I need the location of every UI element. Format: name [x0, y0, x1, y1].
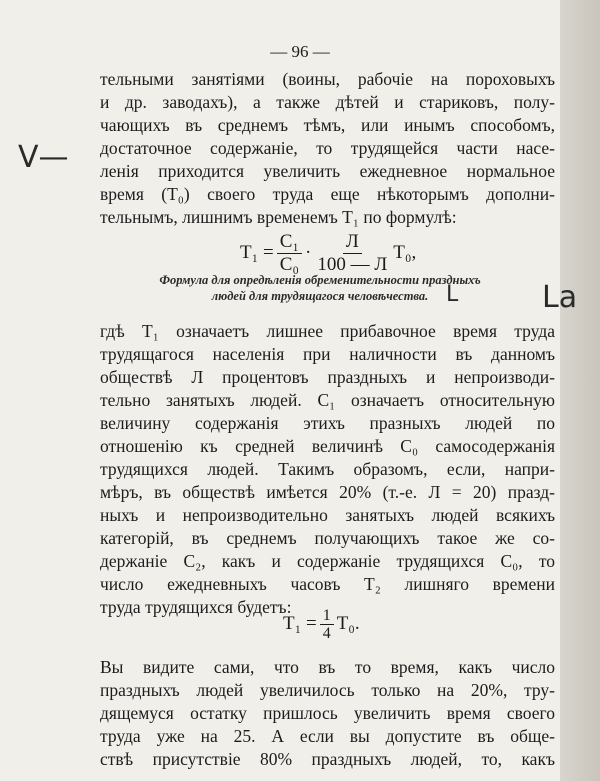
caption-line: Формула для опредѣленія обременительности праздныхъ — [159, 273, 481, 287]
text-line: праздныхъ людей увеличилось только на 20%, тру- — [100, 680, 555, 700]
formula-caption — [120, 272, 520, 304]
fraction-denominator: C₀ — [279, 253, 299, 275]
page-edge — [560, 0, 600, 781]
caption-line: людей для трудящагося человѣчества. — [211, 289, 429, 303]
text-line: тельнымъ, лишнимъ временемъ T₁ по формулѣ: — [100, 207, 457, 227]
text-line: ленія приходится увеличить ежедневное нормальное — [100, 161, 555, 181]
text-line: труда уже на 25. А если вы допустите въ обще- — [100, 726, 555, 746]
formula-burden — [240, 228, 416, 278]
fraction-denominator: 100 — Л — [317, 253, 388, 275]
fraction-denominator: 4 — [322, 624, 331, 642]
paragraph-1 — [100, 68, 555, 229]
text-line: держаніе C₂, какъ и содержаніе трудящихся C₀, то — [100, 551, 555, 571]
text-line: категорій, въ среднемъ получающихъ такое же со- — [100, 528, 555, 548]
text-line: трудящагося населенія при наличности въ данномъ — [100, 344, 555, 364]
text-line: отношенію къ средней величинѣ C₀ самосодержанія — [100, 436, 555, 456]
page-number: — 96 — — [270, 42, 330, 61]
text-line: величину содержанія этихъ празныхъ людей по — [100, 413, 555, 433]
text-line: мѣръ, въ обществѣ имѣется 20% (т.-е. Л = 20) празд- — [100, 482, 555, 502]
fraction-numerator: C₁ — [277, 231, 302, 254]
handwritten-margin-note-right: La — [542, 280, 578, 315]
fraction-numerator: Л — [343, 231, 362, 254]
handwritten-mark: L — [446, 282, 459, 307]
text-line: время (T₀) своего труда еще нѣкоторымъ дополни- — [100, 184, 555, 204]
fraction-c — [277, 231, 302, 276]
text-line: Вы видите сами, что въ то время, какъ число — [100, 657, 555, 677]
text-line: дящемуся остатку пришлось увеличить время своего — [100, 703, 555, 723]
paragraph-3 — [100, 656, 555, 771]
text-line: тельными занятіями (воины, рабочіе на пороховыхъ — [100, 69, 555, 89]
formula-tail: T₀, — [393, 242, 417, 263]
text-line: число ежедневныхъ часовъ T₂ лишняго времени — [100, 574, 555, 594]
text-line: трудящихся людей. Такимъ образомъ, если, напри- — [100, 459, 555, 479]
text-line: ствѣ присутствіе 80% праздныхъ людей, то, какъ — [100, 749, 555, 769]
formula-lhs: T₁ = — [283, 613, 317, 634]
formula-tail: T₀. — [336, 613, 360, 634]
handwritten-margin-note-left: V— — [18, 140, 69, 175]
paragraph-2 — [100, 320, 555, 619]
text-line: чающихъ въ среднемъ тѣмъ, или инымъ способомъ, — [100, 115, 555, 135]
fraction-numerator: 1 — [320, 607, 334, 625]
multiply-dot: · — [305, 242, 312, 263]
fraction-l — [314, 231, 390, 276]
formula-example — [283, 604, 360, 644]
formula-lhs: T₁ = — [240, 242, 274, 263]
text-line: ныхъ и непроизводительно занятыхъ людей всякихъ — [100, 505, 555, 525]
text-line: обществѣ Л процентовъ праздныхъ и непроизводи- — [100, 367, 555, 387]
text-line: гдѣ T₁ означаетъ лишнее прибавочное время труда — [100, 321, 555, 341]
text-line: труда трудящихся будетъ: — [100, 597, 292, 617]
text-line: и др. заводахъ), а также дѣтей и стариковъ, полу- — [100, 92, 555, 112]
fraction-quarter — [320, 607, 334, 642]
text-line: достаточное содержаніе, то трудящейся части насе- — [100, 138, 555, 158]
text-line: тельно занятыхъ людей. C₁ означаетъ относительную — [100, 390, 555, 410]
